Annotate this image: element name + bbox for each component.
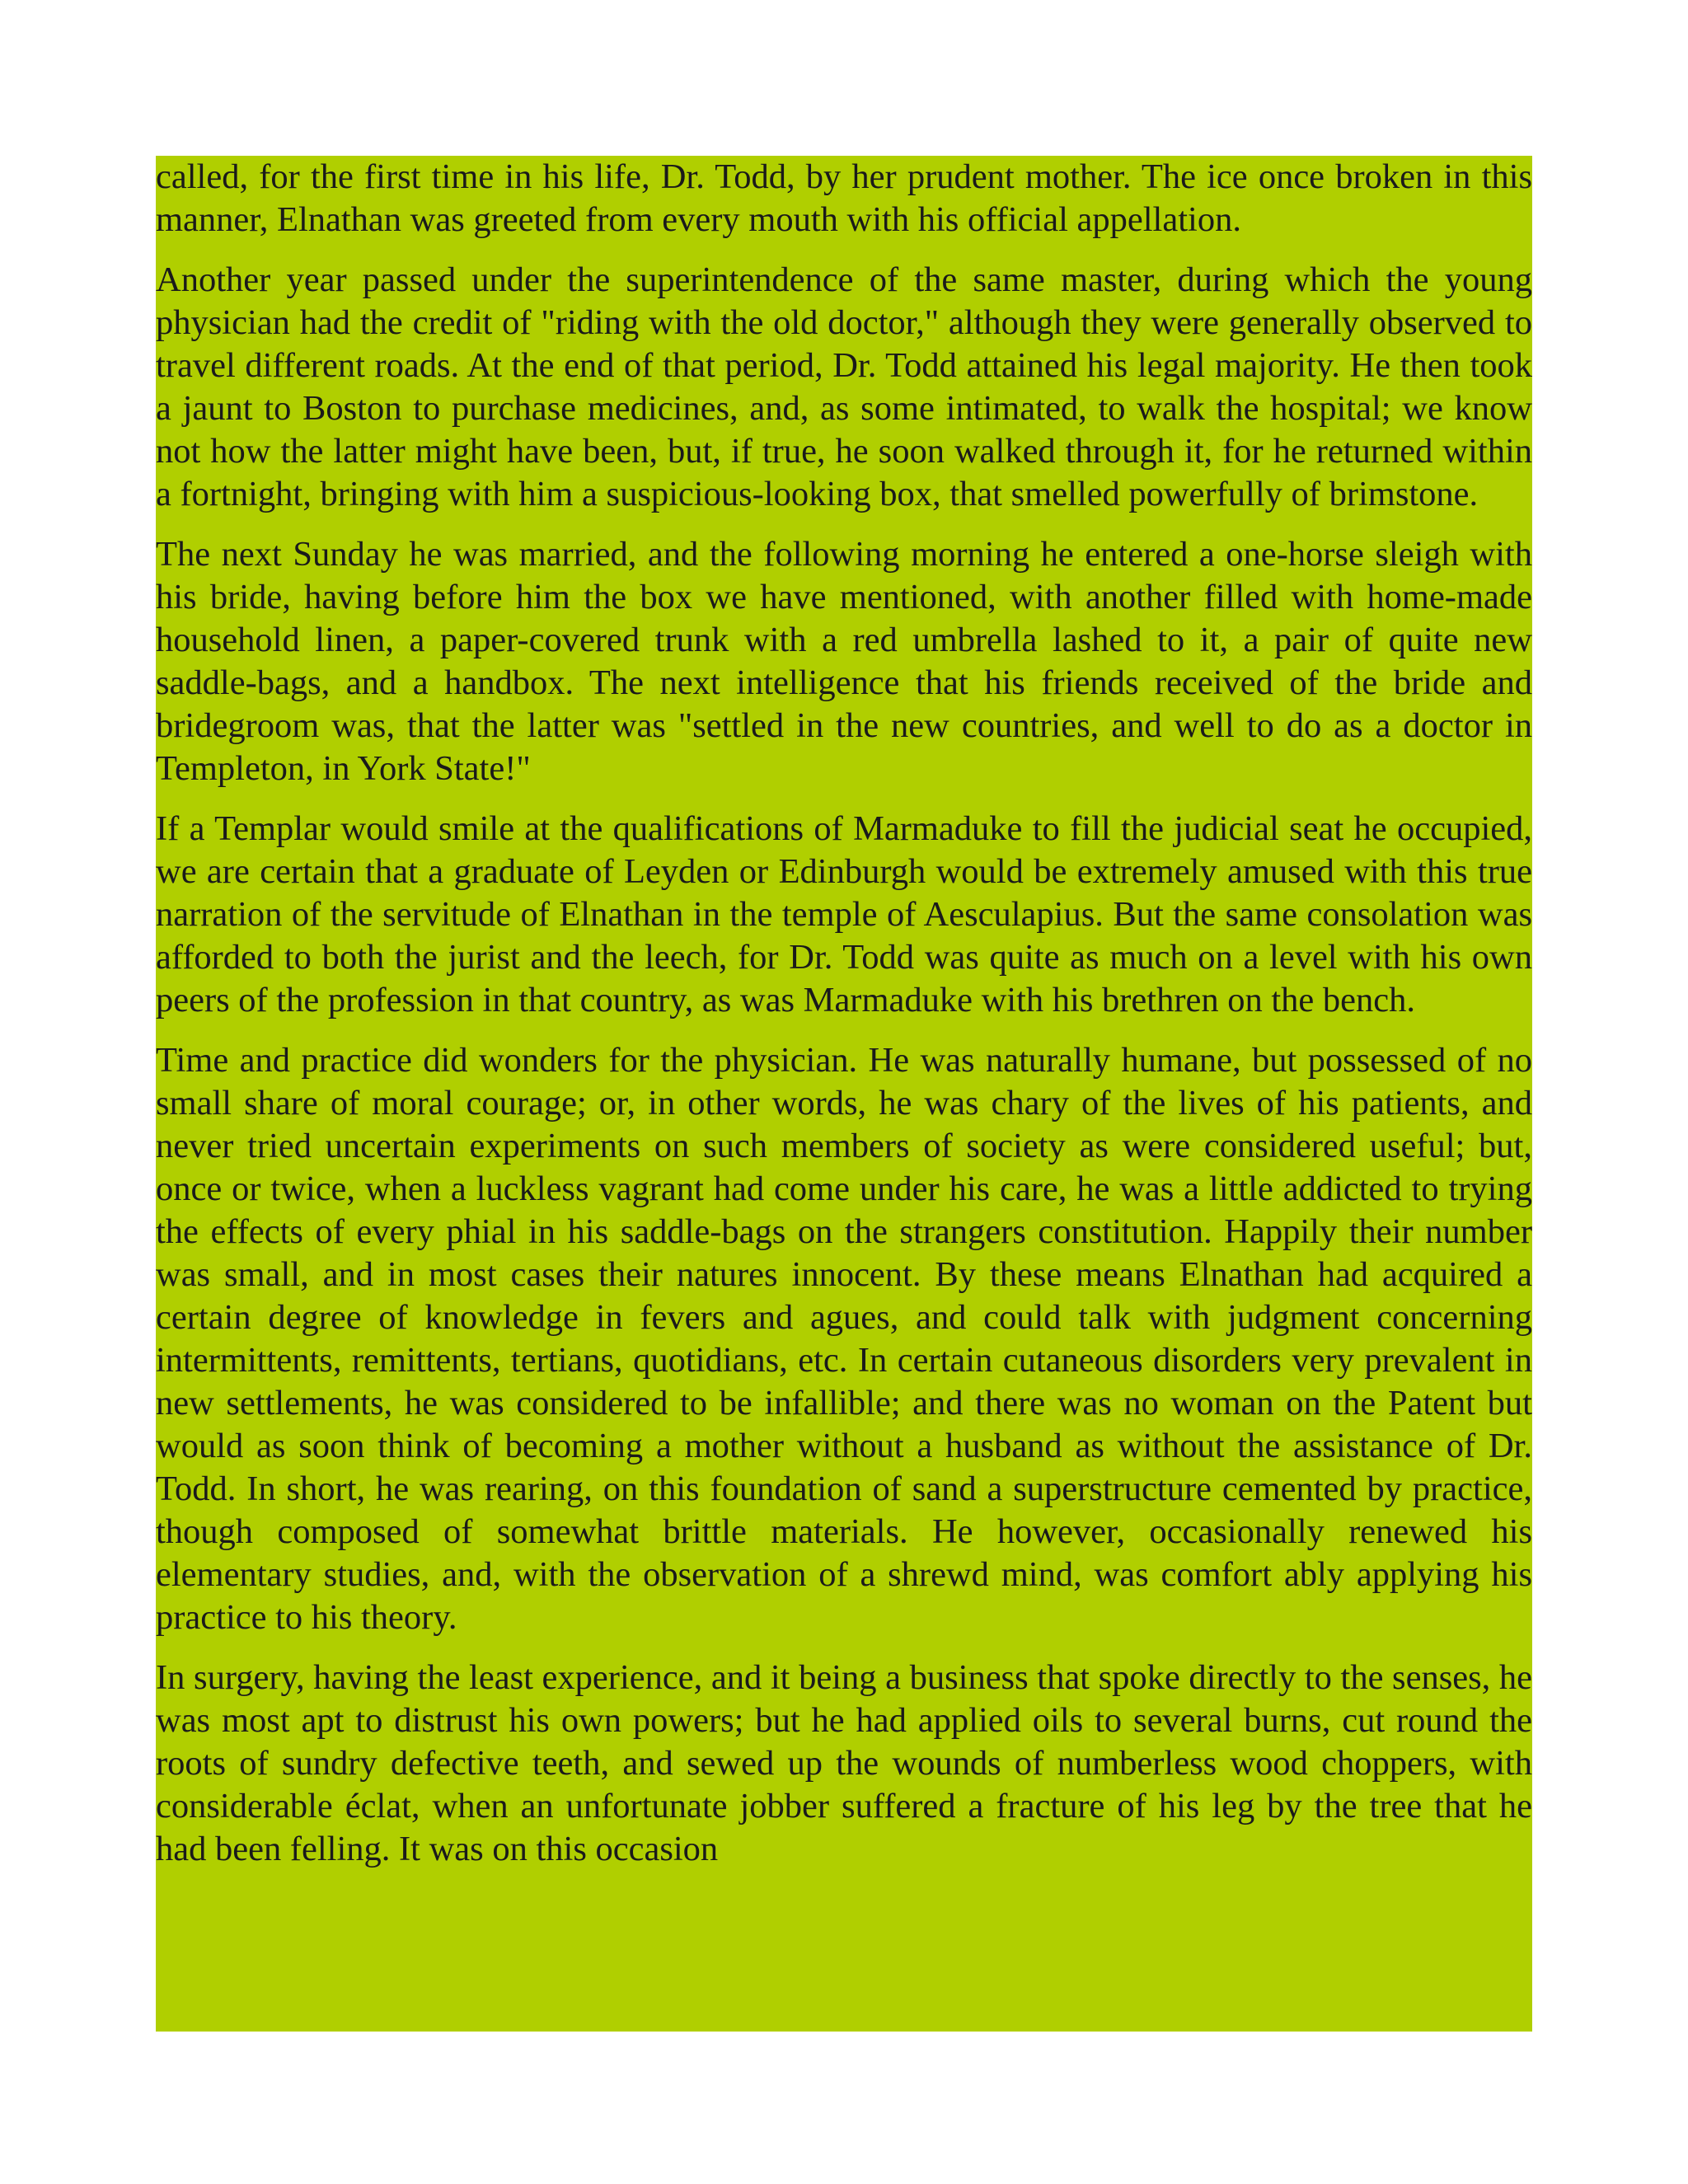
text-block — [156, 156, 1532, 2032]
paragraph-1: called, for the first time in his life, Dr. Todd, by her prudent mother. The ice once broken in this manner, Elnathan was greeted from every mouth with his official appellation. — [156, 157, 1532, 239]
paragraph-5: Time and practice did wonders for the physician. He was naturally humane, but possessed of no small share of moral courage; or, in other words, he was chary of the lives of his patients, and never tried uncertain experiments on such members of society as were considered useful; but, once or twice, when a luckless vagrant had come under his care, he was a little addicted to trying the effects of every phial in his saddle-bags on the strangers constitution. Happily their number was small, and in most cases their natures innocent. By these means Elnathan had acquired a certain degree of knowledge in fevers and agues, and could talk with judgment concerning intermittents, remittents, tertians, quotidians, etc. In certain cutaneous disorders very prevalent in new settlements, he was considered to be infallible; and there was no woman on the Patent but would as soon think of becoming a mother without a husband as without the assistance of Dr. Todd. In short, he was rearing, on this foundation of sand a superstructure cemented by practice, though composed of somewhat brittle materials. He however, occasionally renewed his elementary studies, and, with the observation of a shrewd mind, was comfort ably applying his practice to his theory. — [156, 1041, 1532, 1637]
paragraph-6: In surgery, having the least experience, and it being a business that spoke directly to the senses, he was most apt to distrust his own powers; but he had applied oils to several burns, cut round the roots of sundry defective teeth, and sewed up the wounds of numberless wood choppers, with considerable éclat, when an unfortunate jobber suffered a fracture of his leg by the tree that he had been felling. It was on this occasion — [156, 1658, 1532, 1868]
paragraph-4: If a Templar would smile at the qualifications of Marmaduke to fill the judicial seat he occupied, we are certain that a graduate of Leyden or Edinburgh would be extremely amused with this true narration of the servitude of Elnathan in the temple of Aesculapius. But the same consolation was afforded to both the jurist and the leech, for Dr. Todd was quite as much on a level with his own peers of the profession in that country, as was Marmaduke with his brethren on the bench. — [156, 809, 1532, 1019]
paragraph-3: The next Sunday he was married, and the following morning he entered a one-horse sleigh with his bride, having before him the box we have mentioned, with another filled with home-made household linen, a paper-covered trunk with a red umbrella lashed to it, a pair of quite new saddle-bags, and a handbox. The next intelligence that his friends received of the bride and bridegroom was, that the latter was "settled in the new countries, and well to do as a doctor in Templeton, in York State!" — [156, 535, 1532, 788]
paragraph-2: Another year passed under the superintendence of the same master, during which the young physician had the credit of "riding with the old doctor," although they were generally observed to travel different roads. At the end of that period, Dr. Todd attained his legal majority. He then took a jaunt to Boston to purchase medicines, and, as some intimated, to walk the hospital; we know not how the latter might have been, but, if true, he soon walked through it, for he returned within a fortnight, bringing with him a suspicious-looking box, that smelled powerfully of brimstone. — [156, 260, 1532, 513]
